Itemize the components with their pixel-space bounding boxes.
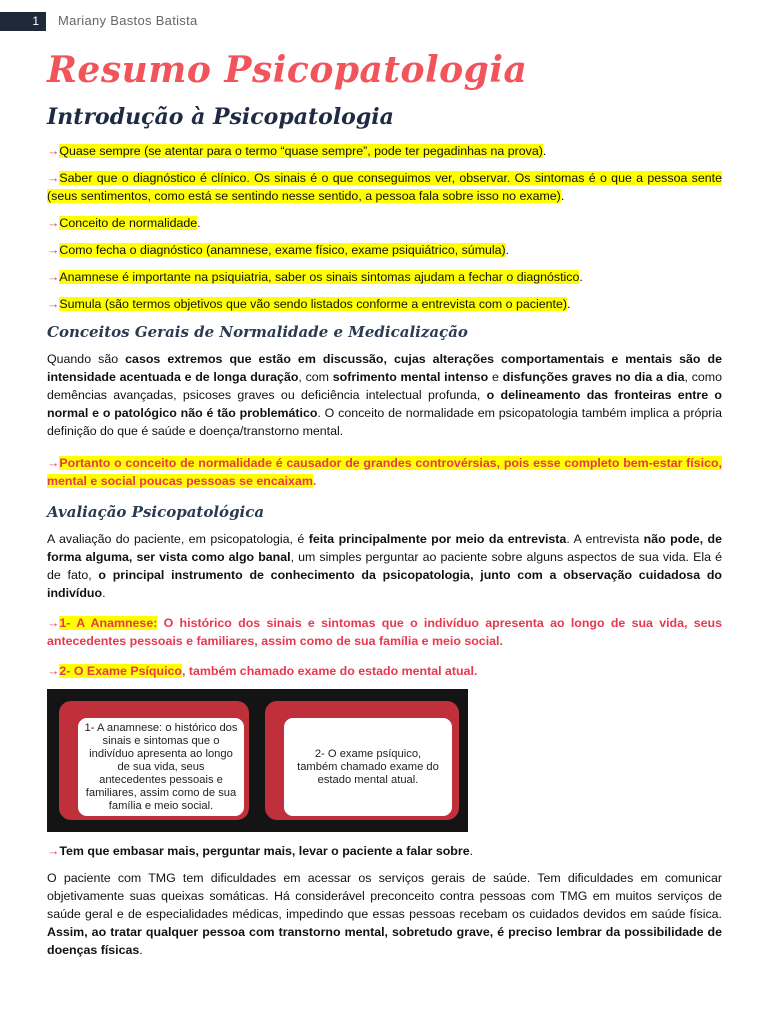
conceitos-highlight: →Portanto o conceito de normalidade é causador de grandes controvérsias, pois esse completo bem-estar físico, mental e social poucas pessoas se encaixam. (47, 456, 722, 488)
highlighted-text: Anamnese é importante na psiquiatria, saber os sinais sintomas ajudam a fechar o diagnóstico (59, 270, 580, 284)
arrow-icon: → (47, 456, 60, 470)
after-figure-note: →Tem que embasar mais, perguntar mais, levar o paciente a falar sobre. (47, 844, 474, 858)
highlighted-text: Quase sempre (se atentar para o termo “quase sempre”, pode ter pegadinhas na prova) (59, 144, 543, 158)
intro-item: →Conceito de normalidade. (47, 216, 201, 230)
document-title: Resumo Psicopatologia (47, 49, 528, 91)
arrow-icon: → (47, 664, 60, 678)
intro-item: →Quase sempre (se atentar para o termo “quase sempre”, pode ter pegadinhas na prova). (47, 144, 547, 158)
avaliacao-item-exame: →2- O Exame Psíquico, também chamado exame do estado mental atual. (47, 664, 478, 678)
arrow-icon: → (47, 171, 60, 185)
page-number: 1 (0, 12, 46, 31)
arrow-icon: → (47, 616, 60, 630)
highlighted-text: Sumula (são termos objetivos que vão sendo listados conforme a entrevista com o paciente) (59, 297, 567, 311)
page-header (0, 12, 768, 31)
highlighted-text: Portanto o conceito de normalidade é causador de grandes controvérsias, pois esse completo bem-estar físico, mental e social poucas pessoas se encaixam (47, 456, 722, 488)
avaliacao-paragraph: A avaliação do paciente, em psicopatologia, é feita principalmente por meio da entrevista. A entrevista não pode, de forma alguma, ser vista como algo banal, um simples perguntar ao paciente sobre alguns aspectos de sua vida. Ela é de fato, o principal instrumento de conhecimento da psicopatologia, junto com a observação cuidadosa do indivíduo. (47, 532, 723, 600)
tmg-paragraph: O paciente com TMG tem dificuldades em acessar os serviços gerais de saúde. Tem dificuldades em comunicar objetivamente suas queixas somáticas. Há considerável preconceito contra pessoas com TMG em muitos serviços de saúde geral e de especialidades médicas, impedindo que essas pessoas recebam os cuidados devidos em saúde física. Assim, ao tratar qualquer pessoa com transtorno mental, sobretudo grave, é preciso lembrar da possibilidade de doenças físicas. (47, 871, 722, 957)
author-name: Mariany Bastos Batista (58, 13, 198, 28)
highlighted-text: Conceito de normalidade (59, 216, 198, 230)
arrow-icon: → (47, 270, 60, 284)
arrow-icon: → (47, 144, 60, 158)
diagram-box-anamnese: 1- A anamnese: o histórico dos sinais e sintomas que o indivíduo apresenta ao longo de sua vida, seus antecedentes pessoais e familiares, assim como de sua família e meio social. (77, 717, 245, 817)
highlighted-text: 1- A Anamnese: (59, 616, 158, 630)
avaliacao-item-anamnese: →1- A Anamnese: O histórico dos sinais e sintomas que o indivíduo apresenta ao longo de sua vida, seus antecedentes pessoais e familiares, assim como de sua família e meio social. (47, 616, 722, 648)
section-heading-intro: Introdução à Psicopatologia (47, 104, 394, 130)
arrow-icon: → (47, 297, 60, 311)
arrow-icon: → (47, 243, 60, 257)
highlighted-text: Como fecha o diagnóstico (anamnese, exame físico, exame psiquiátrico, súmula) (59, 243, 506, 257)
intro-item: →Sumula (são termos objetivos que vão sendo listados conforme a entrevista com o paciente). (47, 297, 571, 311)
diagram-box-exame: 2- O exame psíquico, também chamado exame do estado mental atual. (283, 717, 453, 817)
highlighted-text: 2- O Exame Psíquico (59, 664, 182, 678)
document-body (47, 46, 722, 968)
intro-item: →Anamnese é importante na psiquiatria, saber os sinais sintomas ajudam a fechar o diagnóstico. (47, 270, 583, 284)
intro-item: →Saber que o diagnóstico é clínico. Os sinais é o que conseguimos ver, observar. Os sintomas é o que a pessoa sente (seus sentimentos, como está se sentindo nesse sentido, a pessoa fala sobre isso no exame). (47, 171, 722, 203)
section-heading-avaliacao: Avaliação Psicopatológica (47, 503, 265, 521)
arrow-icon: → (47, 216, 60, 230)
section-heading-conceitos: Conceitos Gerais de Normalidade e Medicalização (47, 323, 468, 341)
highlighted-text: Saber que o diagnóstico é clínico. Os sinais é o que conseguimos ver, observar. Os sintomas é o que a pessoa sente (seus sentimentos, como está se sentindo nesse sentido, a pessoa fala sobre isso no exame) (47, 171, 722, 203)
conceitos-paragraph: Quando são casos extremos que estão em discussão, cujas alterações comportamentais e mentais são de intensidade acentuada e de longa duração, com sofrimento mental intenso e disfunções graves no dia a dia, como demências avançadas, psicoses graves ou deficiência intelectual profunda, o delineamento das fronteiras entre o normal e o patológico não é tão problemático. O conceito de normalidade em psicopatologia também implica a própria definição do que é saúde e doença/transtorno mental. (47, 352, 722, 438)
arrow-icon: → (47, 844, 60, 858)
intro-item: →Como fecha o diagnóstico (anamnese, exame físico, exame psiquiátrico, súmula). (47, 243, 510, 257)
diagram-figure (47, 689, 468, 832)
